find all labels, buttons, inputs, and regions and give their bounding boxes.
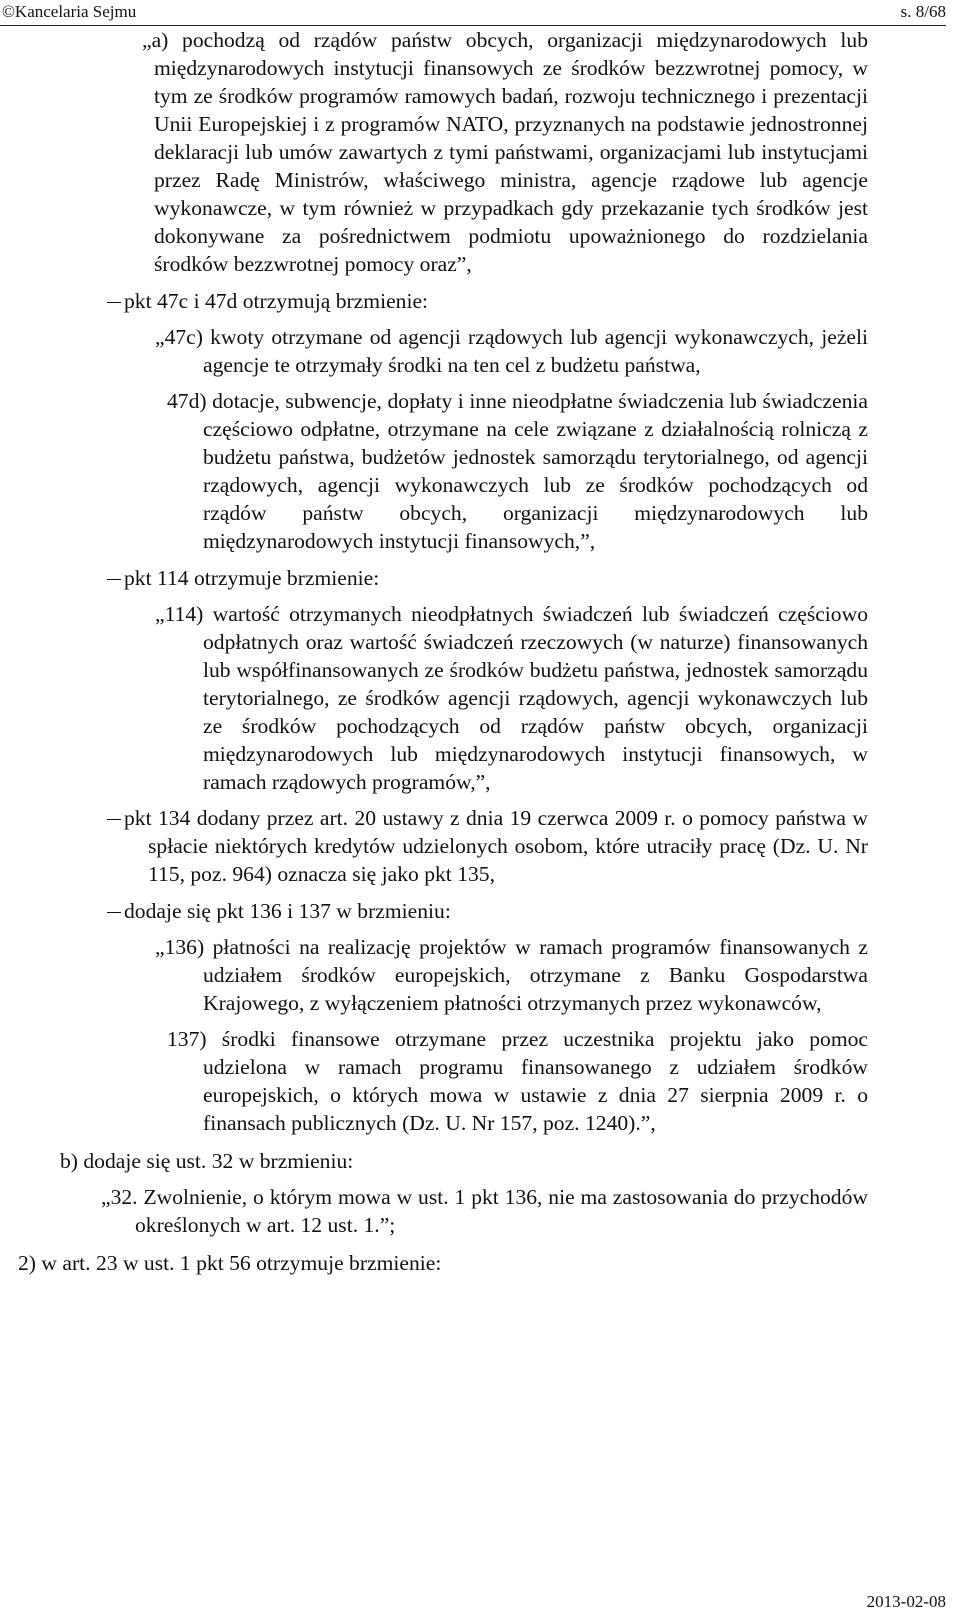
footer-date: 2013-02-08 [866,1592,946,1611]
item-114: „114) wartość otrzymanych nieodpłatnych świadczeń lub świadczeń częściowo odpłatnych oraz wartość świadczeń rzeczowych (w naturze) finansowanych lub współfinansowanych ze środków budżetu państwa, jednostek samorządu terytorialnego, ze środków agencji rządowych, agencji wykonawczych lub ze środków pochodzących od rządów państw obcych, organizacji międzynarodowych lub międzynarodowych instytucji finansowych, w ramach rządowych programów,”, [155,602,868,794]
item-47c: „47c) kwoty otrzymane od agencji rządowych lub agencji wykonawczych, jeżeli agencje te otrzymały środki na ten cel z budżetu państwa, [155,325,868,377]
item-136: „136) płatności na realizację projektów w ramach programów finansowanych z udziałem środków europejskich, otrzymane z Banku Gospodarstwa Krajowego, z wyłączeniem płatności otrzymanych przez wykonawców, [155,935,868,1015]
dash-pkt-114: pkt 114 otrzymuje brzmienie: [0,564,960,592]
point-a: „a) pochodzą od rządów państw obcych, organizacji międzynarodowych lub międzynarodowych instytucji finansowych ze środków bezzwrotnej pomocy, w tym ze środków programów ramowych badań, rozwoju technicznego i prezentacji Unii Europejskiej i z programów NATO, przyznanych na podstawie jednostronnej deklaracji lub umów zawartych z tymi państwami, organizacjami lub instytucjami przez Radę Ministrów, właściwego ministra, agencje rządowe lub agencje wykonawcze, w tym również w przypadkach gdy przekazanie tych środków jest dokonywane za pośrednictwem podmiotu upoważnionego do rozdzielania środków bezzwrotnej pomocy oraz”, [142,28,868,276]
point-2: 2) w art. 23 w ust. 1 pkt 56 otrzymuje brzmienie: [18,1251,442,1275]
page-number: s. 8/68 [900,2,946,21]
document-body [0,24,960,1277]
dash-pkt-136: dodaje się pkt 136 i 137 w brzmieniu: [0,897,960,925]
dash-pkt-47: pkt 47c i 47d otrzymują brzmienie: [0,287,960,315]
header-source: ©Kancelaria Sejmu [2,2,137,21]
item-47d: 47d) dotacje, subwencje, dopłaty i inne nieodpłatne świadczenia lub świadczenia częściowo odpłatne, otrzymane na cele związane z działalnością rolniczą z budżetu państwa, budżetów jednostek samorządu terytorialnego, od agencji rządowych, agencji wykonawczych lub ze środków pochodzących od rządów państw obcych, organizacji międzynarodowych lub międzynarodowych instytucji finansowych,”, [167,389,868,553]
item-32: „32. Zwolnienie, o którym mowa w ust. 1 pkt 136, nie ma zastosowania do przychodów określonych w art. 12 ust. 1.”; [101,1185,868,1237]
dash-pkt-134: pkt 134 dodany przez art. 20 ustawy z dnia 19 czerwca 2009 r. o pomocy państwa w spłacie niektórych kredytów udzielonych osobom, które utraciły pracę (Dz. U. Nr 115, poz. 964) oznacza się jako pkt 135, [0,804,960,888]
item-137: 137) środki finansowe otrzymane przez uczestnika projektu jako pomoc udzielona w ramach programu finansowanego z udziałem środków europejskich, o których mowa w ustawie z dnia 27 sierpnia 2009 r. o finansach publicznych (Dz. U. Nr 157, poz. 1240).”, [167,1027,868,1135]
point-b: b) dodaje się ust. 32 w brzmieniu: [60,1149,354,1173]
